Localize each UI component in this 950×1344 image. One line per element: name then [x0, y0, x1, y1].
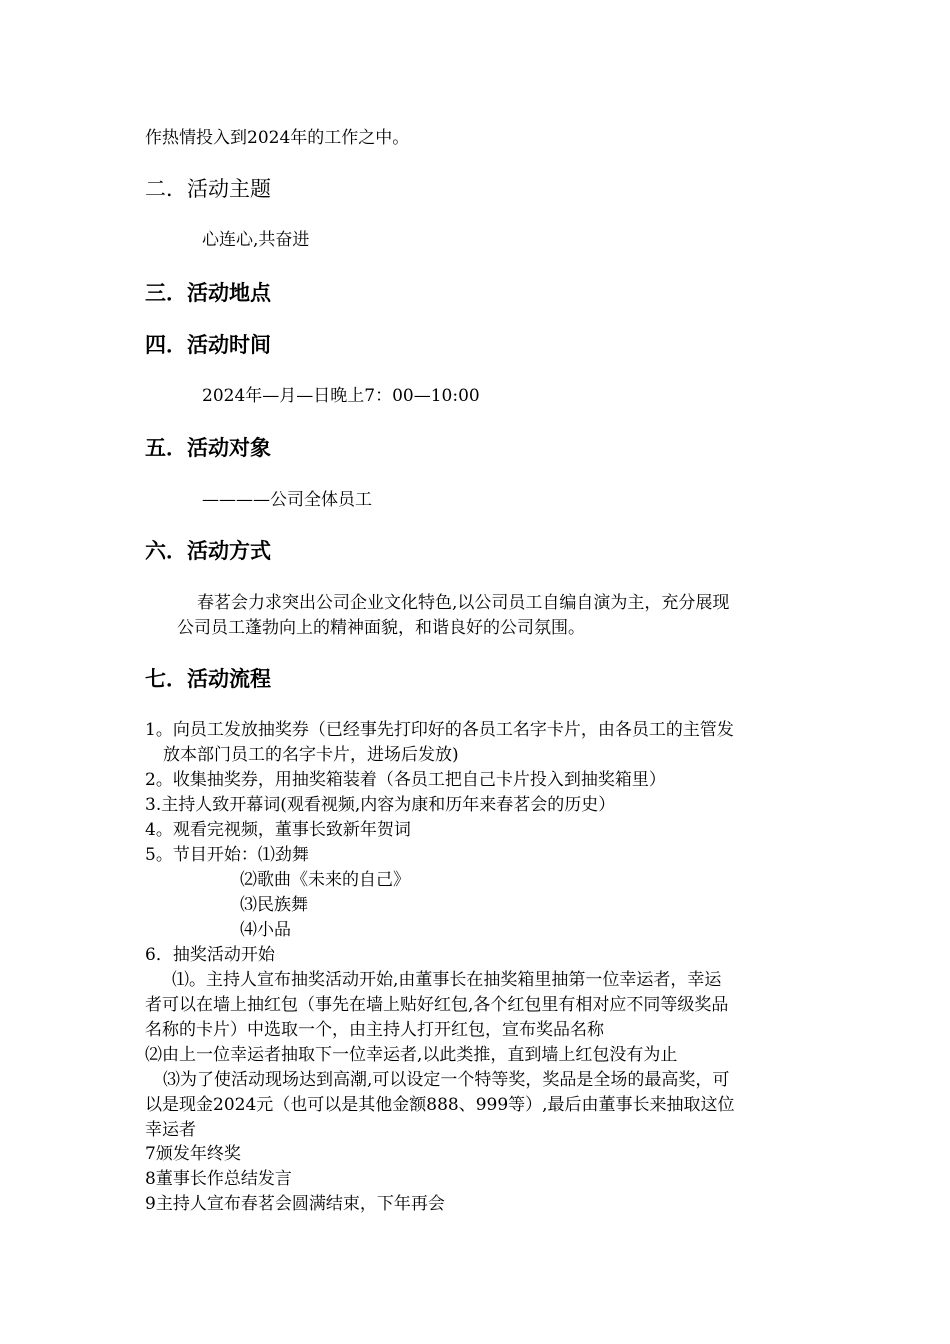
- process-line: 1。向员工发放抽奖券（已经事先打印好的各员工名字卡片，由各员工的主管发: [145, 720, 734, 740]
- heading-process: 七．活动流程: [145, 667, 271, 691]
- process-line: 以是现金2024元（也可以是其他金额888、999等）,最后由董事长来抽取这位: [145, 1095, 735, 1115]
- process-line: 7颁发年终奖: [145, 1144, 241, 1164]
- audience-content: ————公司全体员工: [202, 490, 372, 510]
- method-line-1: 春茗会力求突出公司企业文化特色,以公司员工自编自演为主，充分展现: [197, 593, 730, 613]
- process-line: ⑶为了使活动现场达到高潮,可以设定一个特等奖，奖品是全场的最高奖，可: [163, 1070, 730, 1090]
- process-line: 2。收集抽奖券，用抽奖箱装着（各员工把自己卡片投入到抽奖箱里）: [145, 770, 666, 790]
- process-line: 放本部门员工的名字卡片，进场后发放): [163, 745, 459, 765]
- process-line: 名称的卡片）中选取一个，由主持人打开红包，宣布奖品名称: [145, 1020, 604, 1040]
- process-line: 幸运者: [145, 1120, 196, 1140]
- intro-tail-text: 作热情投入到2024年的工作之中。: [145, 128, 410, 148]
- heading-method: 六．活动方式: [145, 539, 271, 563]
- process-line: 4。观看完视频，董事长致新年贺词: [145, 820, 411, 840]
- heading-audience: 五．活动对象: [145, 436, 271, 460]
- process-line: 8董事长作总结发言: [145, 1169, 292, 1189]
- process-line: ⑶民族舞: [240, 895, 308, 915]
- theme-content: 心连心,共奋进: [202, 230, 310, 250]
- process-line: ⑷小品: [240, 920, 291, 940]
- heading-time: 四．活动时间: [145, 333, 271, 357]
- process-line: ⑵歌曲《未来的自己》: [240, 870, 410, 890]
- heading-venue: 三．活动地点: [145, 281, 271, 305]
- process-line: 6．抽奖活动开始: [145, 945, 275, 965]
- process-line: ⑵由上一位幸运者抽取下一位幸运者,以此类推，直到墙上红包没有为止: [145, 1045, 678, 1065]
- method-line-2: 公司员工蓬勃向上的精神面貌，和谐良好的公司氛围。: [177, 618, 585, 638]
- process-line: 5。节目开始：⑴劲舞: [145, 845, 309, 865]
- process-line: 者可以在墙上抽红包（事先在墙上贴好红包,各个红包里有相对应不同等级奖品: [145, 995, 729, 1015]
- process-line: 3.主持人致开幕词(观看视频,内容为康和历年来春茗会的历史）: [145, 795, 616, 815]
- time-content: 2024年—月—日晚上7：00—10:00: [202, 386, 480, 406]
- heading-theme: 二．活动主题: [145, 177, 271, 201]
- process-line: ⑴。主持人宣布抽奖活动开始,由董事长在抽奖箱里抽第一位幸运者，幸运: [172, 970, 722, 990]
- process-line: 9主持人宣布春茗会圆满结束，下年再会: [145, 1194, 445, 1214]
